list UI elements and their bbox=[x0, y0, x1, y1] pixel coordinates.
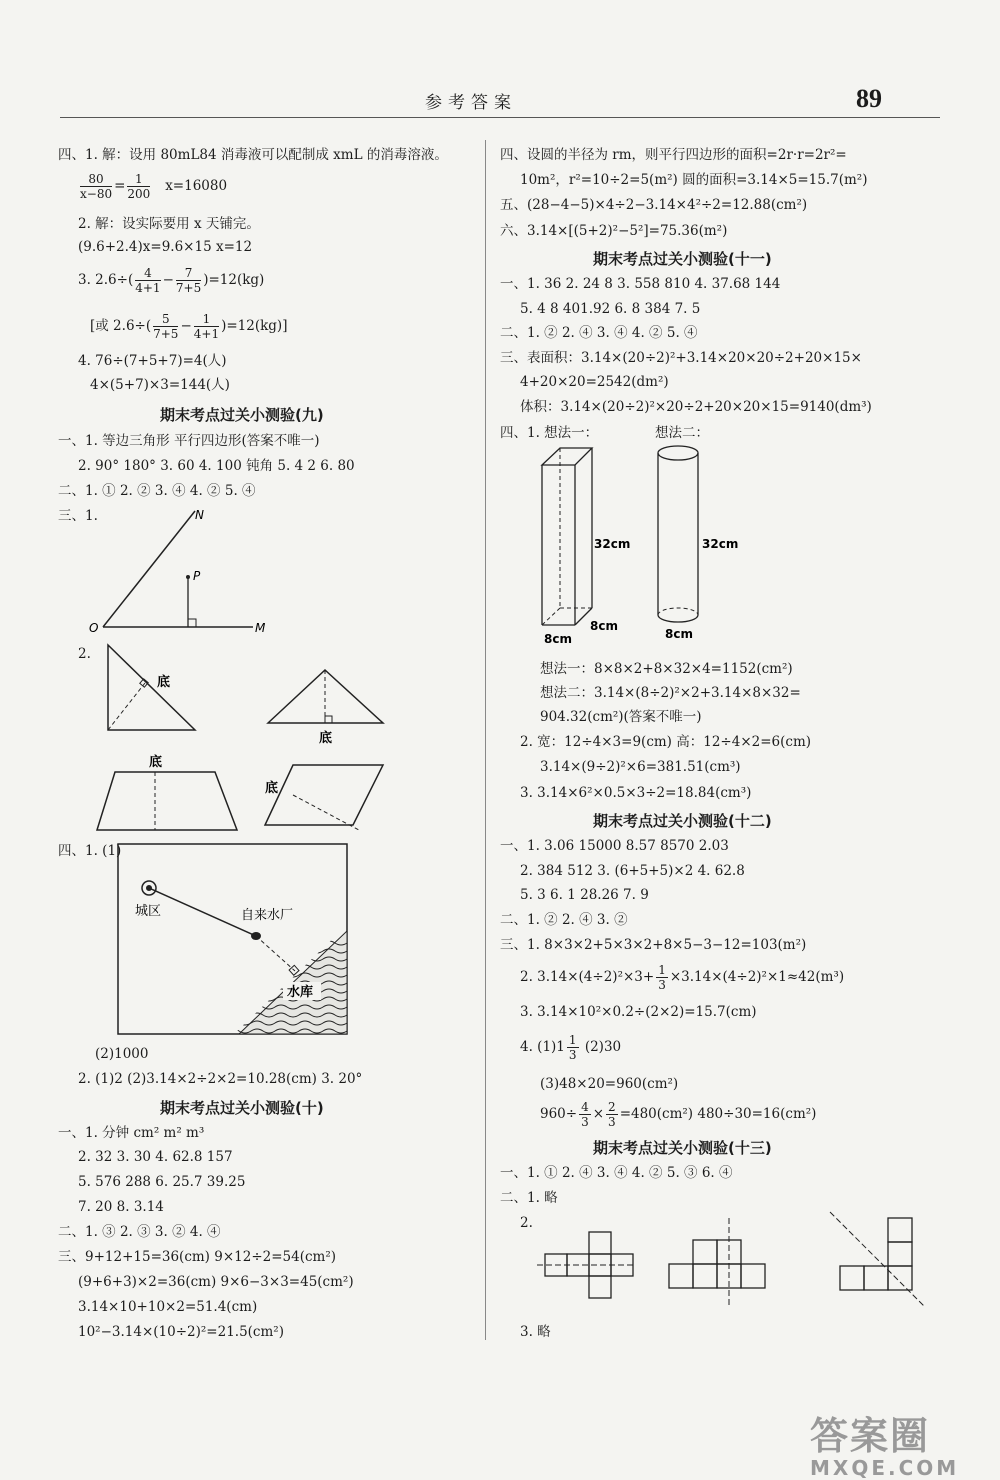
left-s4-line6: 4. 76÷(7+5+7)=4(人) bbox=[78, 353, 227, 369]
t12-line2: 2. 384 512 3. (6+5+5)×2 4. 62.8 bbox=[520, 863, 745, 879]
left-s4-fraction-line: $\frac{80}{x-80}$ = $\frac{1}{200}$ x=16080 bbox=[80, 172, 228, 201]
t11-line9: 想法二：3.14×(8÷2)²×2+3.14×8×32= bbox=[540, 685, 801, 701]
t11-line8: 想法一：8×8×2+8×32×4=1152(cm²) bbox=[540, 661, 793, 677]
right-top-line2: 10m²，r²=10÷2=5(m²) 圆的面积=3.14×5=15.7(m²) bbox=[520, 172, 868, 188]
page-number: 89 bbox=[856, 84, 882, 113]
t11-line12: 3.14×(9÷2)²×6=381.51(cm³) bbox=[540, 759, 741, 775]
left-s4-line3: (9.6+2.4)x=9.6×15 x=12 bbox=[78, 239, 253, 255]
prism-cylinder-figure bbox=[530, 440, 770, 645]
t9-line4: 三、1. bbox=[58, 508, 98, 524]
prism-depth-label: 8cm bbox=[590, 619, 618, 633]
t9-line7: (2)1000 bbox=[95, 1046, 149, 1062]
label-o: O bbox=[89, 621, 99, 635]
t12-line6: 2. 3.14×(4÷2)²×3+ $\frac{1}{3}$ ×3.14×(4÷2)²×1≈42(m³) bbox=[520, 963, 845, 992]
header-title: 参考答案 bbox=[425, 93, 517, 113]
t10-line6: 三、9+12+15=36(cm) 9×12÷2=54(cm²) bbox=[58, 1249, 337, 1265]
t13-line4: 3. 略 bbox=[520, 1324, 551, 1340]
t9-line1: 一、1. 等边三角形 平行四边形(答案不唯一) bbox=[58, 433, 320, 449]
t13-line1: 一、1. ① 2. ④ 3. ④ 4. ② 5. ③ 6. ④ bbox=[500, 1165, 733, 1181]
cylinder-diameter-label: 8cm bbox=[665, 627, 693, 641]
t9-line6: 四、1. (1) bbox=[58, 843, 122, 859]
section-title-13: 期末考点过关小测验(十三) bbox=[593, 1139, 772, 1157]
left-s4-line7: 4×(5+7)×3=144(人) bbox=[90, 377, 230, 393]
t11-line5: 4+20×20=2542(dm²) bbox=[520, 374, 669, 390]
t12-line10: 960÷ $\frac{4}{3}$ × $\frac{2}{3}$ =480(cm²) 480÷30=16(cm²) bbox=[540, 1100, 817, 1129]
di-label-2: 底 bbox=[319, 731, 333, 746]
t13-line2: 二、1. 略 bbox=[500, 1190, 558, 1206]
symmetry-figure bbox=[535, 1210, 935, 1310]
left-s4-line5: [或 2.6÷( $\frac{5}{7+5}$ − $\frac{1}{4+1}$ )=12(kg)] bbox=[90, 312, 288, 341]
di-label-3: 底 bbox=[149, 755, 163, 770]
t11-line11: 2. 宽：12÷4×3=9(cm) 高：12÷4×2=6(cm) bbox=[520, 734, 812, 750]
right-top-line1: 四、设圆的半径为 rm，则平行四边形的面积=2r·r=2r²= bbox=[500, 147, 847, 163]
di-label-4: 底 bbox=[265, 781, 279, 796]
t9-line3: 二、1. ① 2. ② 3. ④ 4. ② 5. ④ bbox=[58, 483, 256, 499]
t12-line8: 4. (1)1 $\frac{1}{3}$ (2)30 bbox=[520, 1033, 622, 1062]
map-reservoir-label: 水库 bbox=[287, 985, 314, 1000]
height-shapes-figure bbox=[85, 640, 395, 835]
watermark bbox=[810, 1405, 959, 1480]
t9-line2: 2. 90° 180° 3. 60 4. 100 钝角 5. 4 2 6. 80 bbox=[78, 458, 355, 474]
left-s4-line1: 四、1. 解：设用 80mL84 消毒液可以配制成 xmL 的消毒溶液。 bbox=[58, 147, 448, 163]
prism-height-label: 32cm bbox=[594, 537, 631, 551]
label-n: N bbox=[195, 508, 204, 522]
t11-line4: 三、表面积：3.14×(20÷2)²+3.14×20×20÷2+20×15× bbox=[500, 350, 862, 366]
section-title-11: 期末考点过关小测验(十一) bbox=[593, 250, 772, 268]
t12-line5: 三、1. 8×3×2+5×3×2+8×5−3−12=103(m²) bbox=[500, 937, 807, 953]
t11-line3: 二、1. ② 2. ④ 3. ④ 4. ② 5. ④ bbox=[500, 325, 698, 341]
watermark-line1: 答案圈 bbox=[810, 1414, 931, 1458]
header-rule bbox=[60, 117, 940, 118]
label-m: M bbox=[255, 621, 266, 635]
t11-line1: 一、1. 36 2. 24 8 3. 558 810 4. 37.68 144 bbox=[500, 276, 781, 292]
t12-line4: 二、1. ② 2. ④ 3. ② bbox=[500, 912, 628, 928]
t12-line9: (3)48×20=960(cm²) bbox=[540, 1076, 679, 1092]
t11-line2: 5. 4 8 401.92 6. 8 384 7. 5 bbox=[520, 301, 701, 317]
t11-line13: 3. 3.14×6²×0.5×3÷2=18.84(cm³) bbox=[520, 785, 752, 801]
label-p: P bbox=[193, 569, 201, 583]
right-top-line3: 五、(28−4−5)×4÷2−3.14×4²÷2=12.88(cm²) bbox=[500, 197, 808, 213]
prism-width-label: 8cm bbox=[544, 632, 572, 645]
t9-line5: 2. bbox=[78, 646, 91, 662]
t9-line8: 2. (1)2 (2)3.14×2÷2×2=10.28(cm) 3. 20° bbox=[78, 1071, 363, 1087]
map-city-label: 城区 bbox=[135, 904, 162, 919]
t12-line7: 3. 3.14×10²×0.2÷(2×2)=15.7(cm) bbox=[520, 1004, 757, 1020]
t11-line7b: 想法二： bbox=[655, 425, 709, 441]
t11-line6: 体积：3.14×(20÷2)²×20÷2+20×20×15=9140(dm³) bbox=[520, 399, 872, 415]
section-title-12: 期末考点过关小测验(十二) bbox=[593, 812, 772, 830]
t10-line9: 10²−3.14×(10÷2)²=21.5(cm²) bbox=[78, 1324, 284, 1340]
section-title-10: 期末考点过关小测验(十) bbox=[160, 1099, 324, 1117]
di-label-1: 底 bbox=[157, 675, 171, 690]
right-top-line4: 六、3.14×[(5+2)²−5²]=75.36(m²) bbox=[500, 223, 728, 239]
angle-figure bbox=[85, 505, 285, 640]
t11-line10: 904.32(cm²)(答案不唯一) bbox=[540, 709, 702, 725]
t10-line7: (9+6+3)×2=36(cm) 9×6−3×3=45(cm²) bbox=[78, 1274, 354, 1290]
t10-line5: 二、1. ③ 2. ③ 3. ② 4. ④ bbox=[58, 1224, 221, 1240]
t12-line1: 一、1. 3.06 15000 8.57 8570 2.03 bbox=[500, 838, 729, 854]
t10-line4: 7. 20 8. 3.14 bbox=[78, 1199, 164, 1215]
t10-line8: 3.14×10+10×2=51.4(cm) bbox=[78, 1299, 258, 1315]
watermark-line2: MXQE.COM bbox=[810, 1456, 960, 1480]
left-s4-line4: 3. 2.6÷( $\frac{4}{4+1}$ − $\frac{7}{7+5}$ )=12(kg) bbox=[78, 266, 265, 295]
section-title-9: 期末考点过关小测验(九) bbox=[160, 406, 324, 424]
t12-line3: 5. 3 6. 1 28.26 7. 9 bbox=[520, 887, 649, 903]
map-figure bbox=[117, 843, 349, 1037]
t11-line7a: 四、1. 想法一： bbox=[500, 425, 599, 441]
cylinder-height-label: 32cm bbox=[702, 537, 739, 551]
t10-line1: 一、1. 分钟 cm² m² m³ bbox=[58, 1125, 205, 1141]
t10-line2: 2. 32 3. 30 4. 62.8 157 bbox=[78, 1149, 233, 1165]
left-s4-line2: 2. 解：设实际要用 x 天铺完。 bbox=[78, 216, 260, 232]
t10-line3: 5. 576 288 6. 25.7 39.25 bbox=[78, 1174, 246, 1190]
t13-line3: 2. bbox=[520, 1215, 533, 1231]
column-divider bbox=[485, 140, 486, 1340]
map-waterworks-label: 自来水厂 bbox=[241, 908, 294, 923]
